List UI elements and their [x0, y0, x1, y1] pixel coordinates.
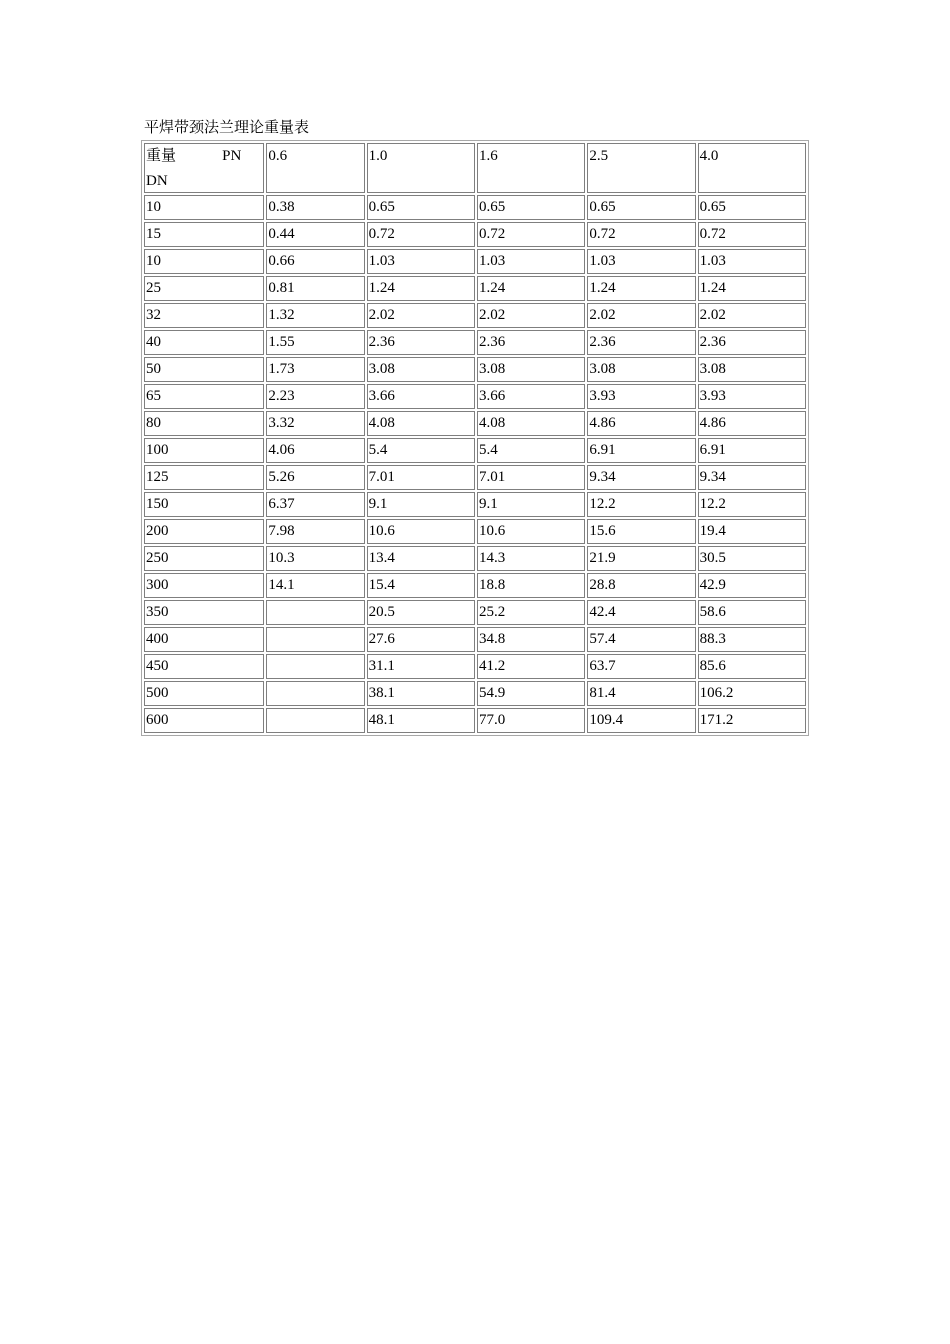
- weight-cell: 5.4: [477, 438, 585, 463]
- weight-cell: 63.7: [587, 654, 695, 679]
- weight-cell: 1.24: [587, 276, 695, 301]
- weight-cell: 0.66: [266, 249, 364, 274]
- weight-cell: 0.72: [587, 222, 695, 247]
- weight-cell: 42.4: [587, 600, 695, 625]
- weight-cell: 6.37: [266, 492, 364, 517]
- dn-cell: 150: [144, 492, 264, 517]
- weight-cell: 5.26: [266, 465, 364, 490]
- table-row: [144, 249, 806, 274]
- pn-label: PN: [222, 148, 242, 164]
- table-row: [144, 357, 806, 382]
- weight-cell: 0.65: [698, 195, 806, 220]
- weight-cell: 21.9: [587, 546, 695, 571]
- weight-cell: 19.4: [698, 519, 806, 544]
- dn-cell: 450: [144, 654, 264, 679]
- table-row: [144, 384, 806, 409]
- weight-cell: 1.24: [477, 276, 585, 301]
- pn-header-cell: 0.6: [266, 143, 364, 193]
- dn-cell: 500: [144, 681, 264, 706]
- weight-cell: 106.2: [698, 681, 806, 706]
- weight-cell: 9.34: [587, 465, 695, 490]
- weight-cell: 2.02: [587, 303, 695, 328]
- pn-header-cell: 2.5: [587, 143, 695, 193]
- weight-cell: 7.01: [477, 465, 585, 490]
- dn-label: DN: [146, 173, 168, 189]
- dn-cell: 10: [144, 195, 264, 220]
- dn-cell: 50: [144, 357, 264, 382]
- weight-cell: 3.66: [477, 384, 585, 409]
- weight-cell: 1.73: [266, 357, 364, 382]
- weight-cell: 7.98: [266, 519, 364, 544]
- dn-cell: 10: [144, 249, 264, 274]
- document-title: 平焊带颈法兰理论重量表: [144, 118, 310, 136]
- weight-cell: 1.24: [698, 276, 806, 301]
- dn-cell: 600: [144, 708, 264, 733]
- dn-cell: 40: [144, 330, 264, 355]
- weight-cell: 4.08: [477, 411, 585, 436]
- weight-cell: 28.8: [587, 573, 695, 598]
- dn-cell: 32: [144, 303, 264, 328]
- weight-cell: 81.4: [587, 681, 695, 706]
- pn-header-cell: 4.0: [698, 143, 806, 193]
- dn-cell: 200: [144, 519, 264, 544]
- weight-cell: 1.32: [266, 303, 364, 328]
- table-row: [144, 573, 806, 598]
- table-row: [144, 195, 806, 220]
- table-row: [144, 654, 806, 679]
- weight-cell: 18.8: [477, 573, 585, 598]
- pn-header-cell: 1.0: [367, 143, 475, 193]
- table-header-row: [144, 143, 806, 193]
- weight-cell: 2.02: [698, 303, 806, 328]
- weight-cell: [266, 600, 364, 625]
- weight-cell: 3.08: [698, 357, 806, 382]
- table-row: [144, 492, 806, 517]
- table-row: [144, 519, 806, 544]
- weight-cell: 0.65: [367, 195, 475, 220]
- weight-cell: 6.91: [698, 438, 806, 463]
- weight-cell: 15.4: [367, 573, 475, 598]
- weight-cell: 9.1: [477, 492, 585, 517]
- dn-cell: 400: [144, 627, 264, 652]
- corner-header-cell: [144, 143, 264, 193]
- weight-cell: [266, 708, 364, 733]
- weight-cell: 14.3: [477, 546, 585, 571]
- weight-cell: 3.93: [587, 384, 695, 409]
- weight-cell: 57.4: [587, 627, 695, 652]
- dn-cell: 15: [144, 222, 264, 247]
- weight-cell: 2.02: [477, 303, 585, 328]
- weight-cell: 2.36: [367, 330, 475, 355]
- weight-cell: 4.86: [698, 411, 806, 436]
- table-row: [144, 303, 806, 328]
- table-row: [144, 276, 806, 301]
- weight-cell: 34.8: [477, 627, 585, 652]
- dn-cell: 80: [144, 411, 264, 436]
- weight-cell: 10.3: [266, 546, 364, 571]
- dn-cell: 350: [144, 600, 264, 625]
- table-row: [144, 627, 806, 652]
- weight-cell: 2.36: [477, 330, 585, 355]
- weight-cell: 15.6: [587, 519, 695, 544]
- weight-cell: 0.72: [367, 222, 475, 247]
- weight-cell: 4.86: [587, 411, 695, 436]
- weight-cell: 42.9: [698, 573, 806, 598]
- weight-cell: 1.03: [367, 249, 475, 274]
- weight-cell: 9.1: [367, 492, 475, 517]
- weight-cell: 30.5: [698, 546, 806, 571]
- weight-cell: 14.1: [266, 573, 364, 598]
- weight-cell: [266, 627, 364, 652]
- weight-cell: 0.65: [477, 195, 585, 220]
- weight-cell: 38.1: [367, 681, 475, 706]
- weight-cell: 7.01: [367, 465, 475, 490]
- weight-cell: 1.03: [698, 249, 806, 274]
- weight-cell: 48.1: [367, 708, 475, 733]
- pn-header-cell: 1.6: [477, 143, 585, 193]
- table-row: [144, 438, 806, 463]
- weight-cell: 2.36: [587, 330, 695, 355]
- table-row: [144, 222, 806, 247]
- weight-cell: 54.9: [477, 681, 585, 706]
- weight-cell: 2.36: [698, 330, 806, 355]
- weight-label: 重量: [146, 148, 177, 164]
- weight-cell: 0.44: [266, 222, 364, 247]
- weight-cell: 13.4: [367, 546, 475, 571]
- weight-cell: 0.38: [266, 195, 364, 220]
- weight-cell: 3.08: [477, 357, 585, 382]
- weight-cell: 77.0: [477, 708, 585, 733]
- weight-cell: 0.81: [266, 276, 364, 301]
- table-row: [144, 600, 806, 625]
- dn-cell: 250: [144, 546, 264, 571]
- weight-cell: 85.6: [698, 654, 806, 679]
- weight-cell: 0.72: [698, 222, 806, 247]
- weight-cell: 3.08: [587, 357, 695, 382]
- weight-cell: 0.65: [587, 195, 695, 220]
- dn-cell: 25: [144, 276, 264, 301]
- dn-cell: 100: [144, 438, 264, 463]
- weight-cell: 4.08: [367, 411, 475, 436]
- weight-cell: 109.4: [587, 708, 695, 733]
- table-row: [144, 546, 806, 571]
- dn-cell: 65: [144, 384, 264, 409]
- weight-cell: 9.34: [698, 465, 806, 490]
- weight-cell: 12.2: [698, 492, 806, 517]
- weight-cell: 3.08: [367, 357, 475, 382]
- weight-cell: 1.03: [587, 249, 695, 274]
- weight-cell: 12.2: [587, 492, 695, 517]
- weight-cell: 3.32: [266, 411, 364, 436]
- weight-cell: 2.02: [367, 303, 475, 328]
- weight-cell: 41.2: [477, 654, 585, 679]
- table-row: [144, 465, 806, 490]
- weight-cell: 0.72: [477, 222, 585, 247]
- weight-cell: [266, 681, 364, 706]
- table-row: [144, 330, 806, 355]
- flange-weight-table: [141, 140, 809, 736]
- weight-cell: 20.5: [367, 600, 475, 625]
- weight-cell: 10.6: [477, 519, 585, 544]
- weight-cell: [266, 654, 364, 679]
- dn-cell: 125: [144, 465, 264, 490]
- table-row: [144, 708, 806, 733]
- table-row: [144, 411, 806, 436]
- weight-cell: 27.6: [367, 627, 475, 652]
- weight-cell: 2.23: [266, 384, 364, 409]
- weight-cell: 1.24: [367, 276, 475, 301]
- weight-cell: 25.2: [477, 600, 585, 625]
- weight-cell: 1.55: [266, 330, 364, 355]
- weight-cell: 88.3: [698, 627, 806, 652]
- weight-cell: 171.2: [698, 708, 806, 733]
- weight-cell: 5.4: [367, 438, 475, 463]
- table-row: [144, 681, 806, 706]
- weight-cell: 4.06: [266, 438, 364, 463]
- weight-cell: 3.93: [698, 384, 806, 409]
- weight-cell: 58.6: [698, 600, 806, 625]
- weight-cell: 10.6: [367, 519, 475, 544]
- weight-cell: 6.91: [587, 438, 695, 463]
- weight-cell: 1.03: [477, 249, 585, 274]
- dn-cell: 300: [144, 573, 264, 598]
- weight-cell: 3.66: [367, 384, 475, 409]
- weight-cell: 31.1: [367, 654, 475, 679]
